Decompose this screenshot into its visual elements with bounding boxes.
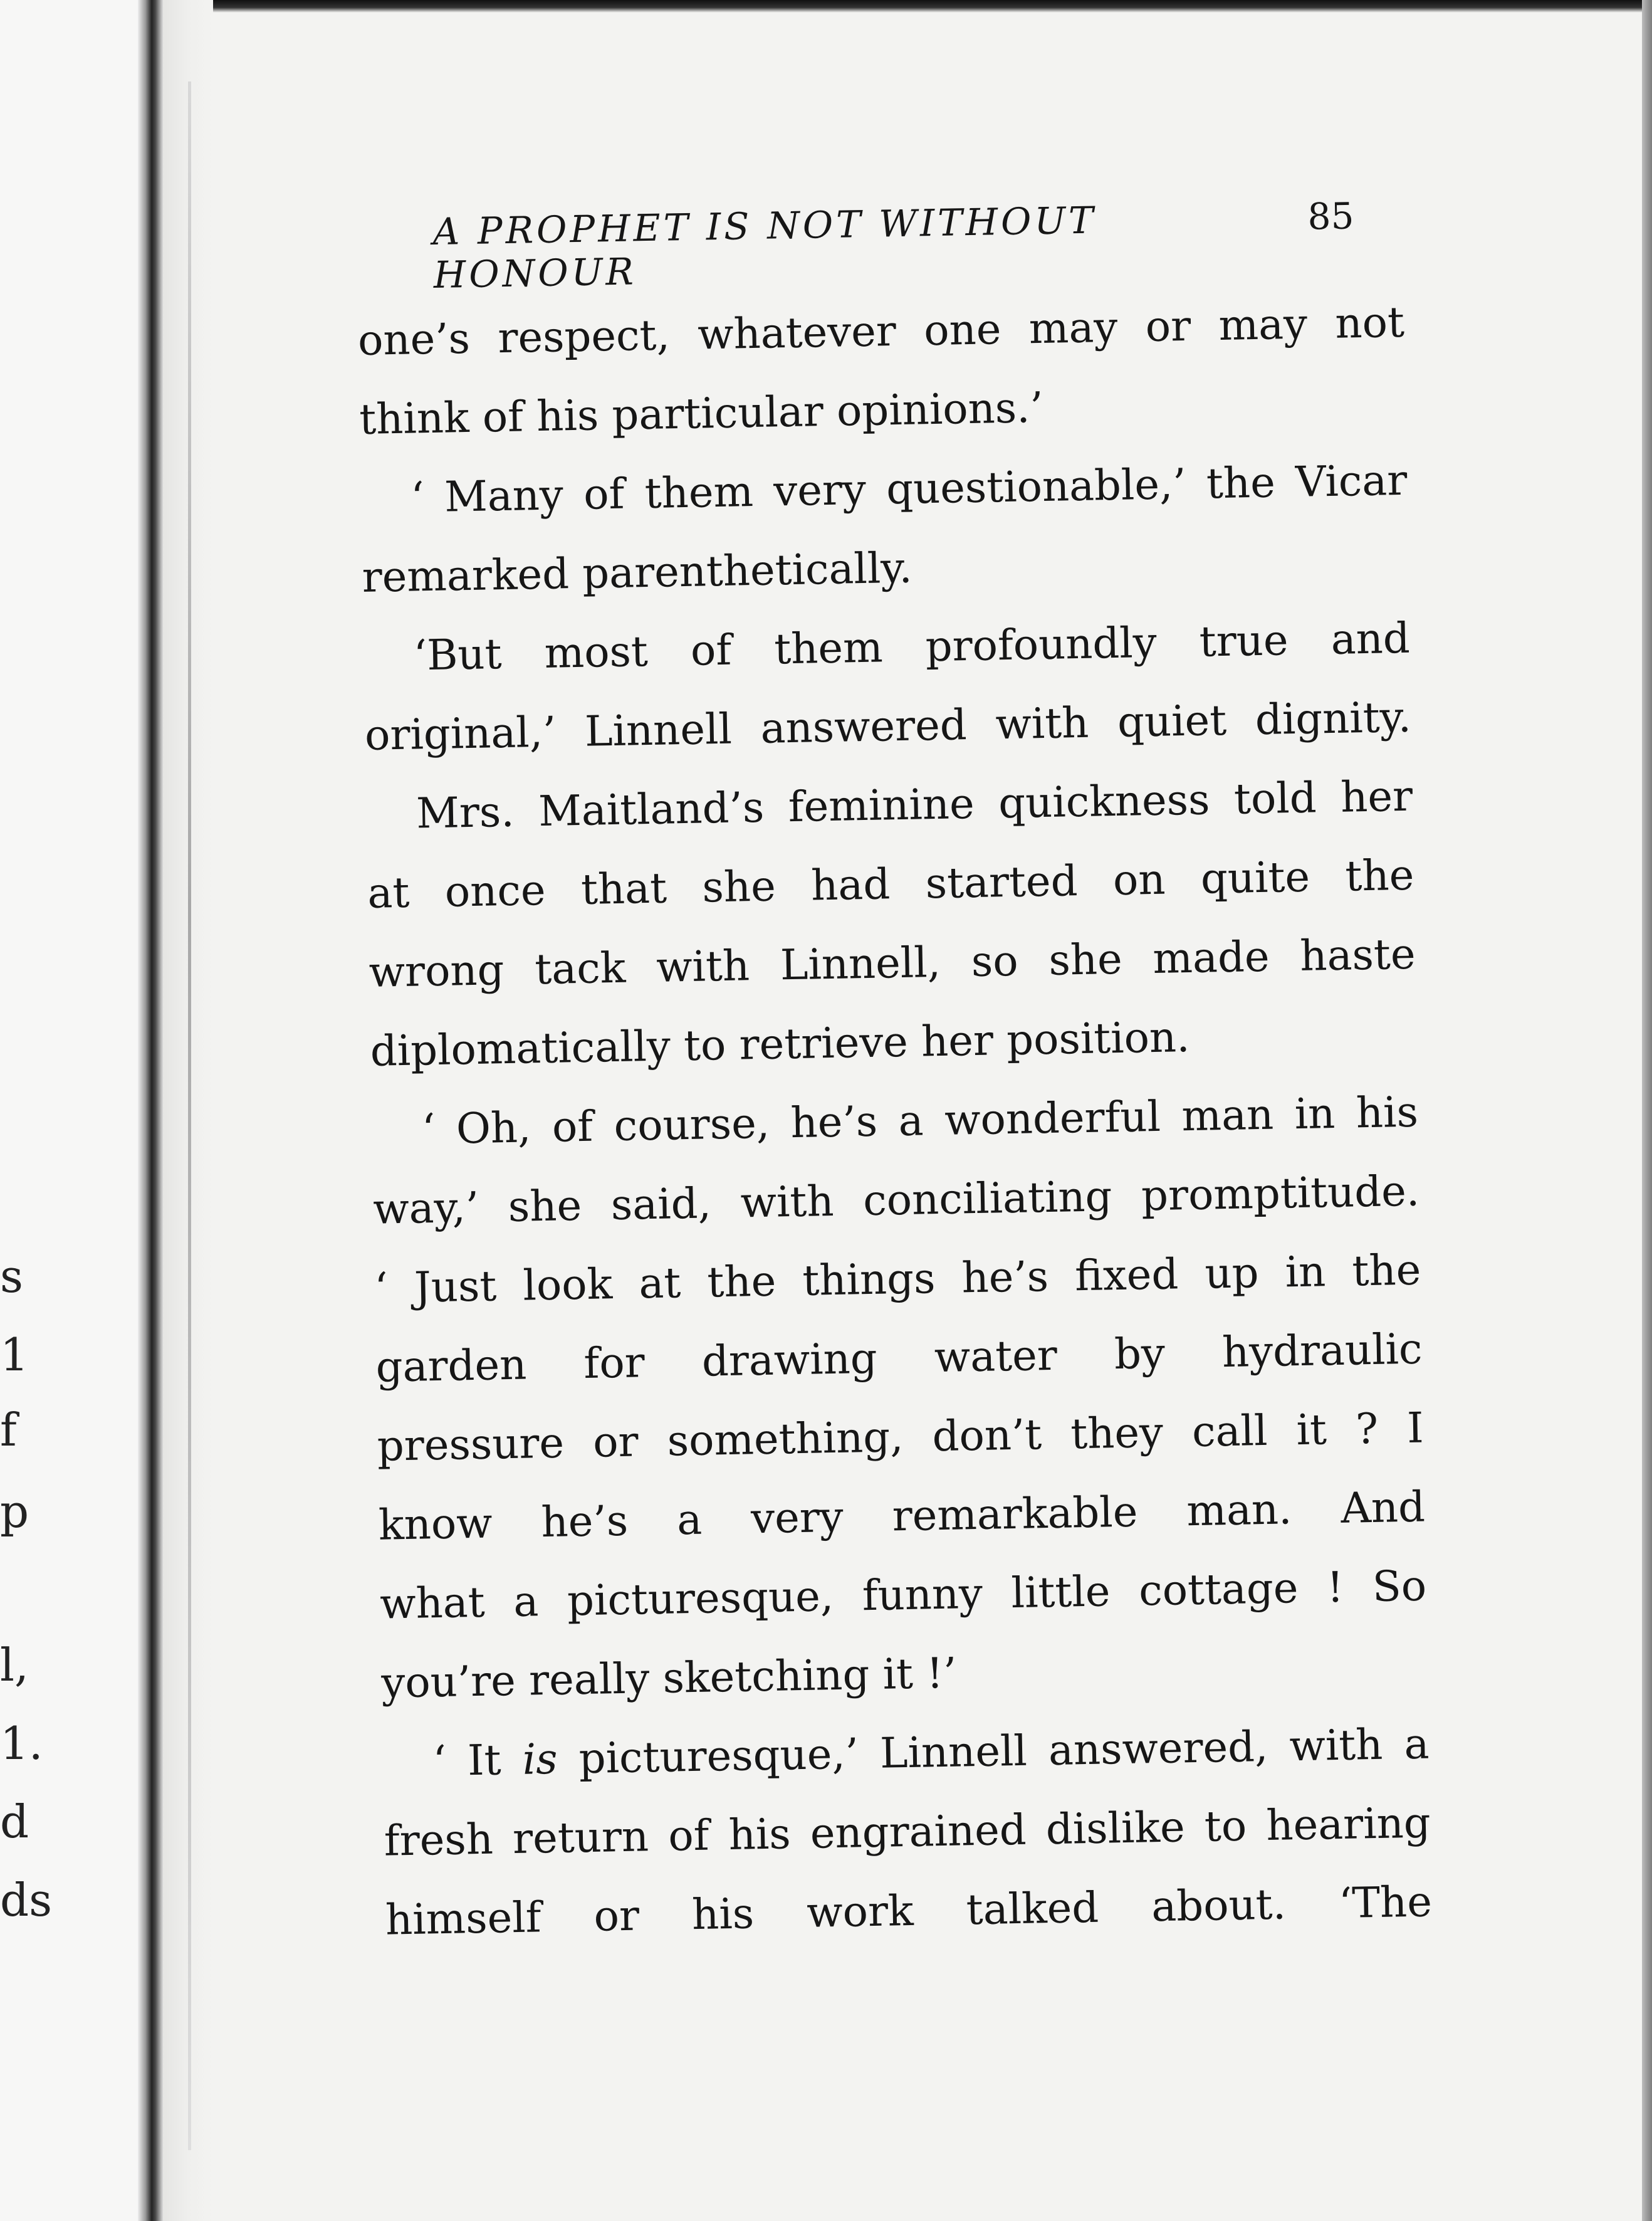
text-line: remarked parenthetically. xyxy=(362,543,913,602)
text-segment: ‘ It xyxy=(432,1735,523,1786)
text-line: think of his particular opinions.’ xyxy=(358,382,1044,444)
text-line: way,’ she said, with conciliating promptitude. xyxy=(372,1166,1420,1234)
left-page-fragment: 1 xyxy=(0,1328,29,1381)
running-head xyxy=(432,194,1355,297)
left-page-fragment: f xyxy=(0,1404,17,1456)
text-line: diplomatically to retrieve her position. xyxy=(370,1012,1191,1076)
left-page-fragment: p xyxy=(0,1485,29,1538)
text-line: what a picturesque, funny little cottage ! So xyxy=(379,1561,1427,1629)
text-line: know he’s a very remarkable man. And xyxy=(378,1482,1426,1550)
scan-top-shadow xyxy=(0,0,1652,13)
text-line: at once that she had started on quite the xyxy=(367,850,1414,918)
left-page-fragment: l, xyxy=(0,1639,29,1691)
scan-right-edge xyxy=(1642,0,1652,2221)
text-line: ‘ Many of them very questionable,’ the Vicar xyxy=(410,455,1408,522)
page-number: 85 xyxy=(1307,194,1354,238)
book-gutter-fold xyxy=(138,0,163,2221)
left-page-fragment: 1. xyxy=(0,1717,43,1770)
left-page-fragment: s xyxy=(0,1250,23,1303)
text-line: you’re really sketching it !’ xyxy=(380,1648,958,1708)
text-line: ‘ Just look at the things he’s fixed up in the xyxy=(374,1245,1421,1313)
text-line: wrong tack with Linnell, so she made haste xyxy=(369,929,1416,997)
text-line: himself or his work talked about. ‘The xyxy=(385,1877,1433,1945)
gutter-crease-line xyxy=(188,81,191,2150)
text-line: ‘But most of them profoundly true and xyxy=(413,613,1411,680)
text-segment: picturesque,’ Linnell answered, with a xyxy=(557,1719,1430,1783)
running-head-title: A PROPHET IS NOT WITHOUT HONOUR xyxy=(432,198,1097,297)
text-line: garden for drawing water by hydraulic xyxy=(375,1324,1423,1392)
text-line: ‘ Oh, of course, he’s a wonderful man in his xyxy=(421,1087,1419,1154)
text-line: fresh return of his engrained dislike to hearing xyxy=(384,1798,1431,1866)
text-line: pressure or something, don’t they call it ? I xyxy=(377,1403,1425,1471)
left-page-fragment: ds xyxy=(0,1874,53,1926)
text-line: original,’ Linnell answered with quiet dignity. xyxy=(364,692,1412,760)
italic-emphasis: is xyxy=(522,1734,558,1784)
body-text xyxy=(357,283,1433,1960)
left-page-edge xyxy=(0,0,138,2221)
left-page-fragment: d xyxy=(0,1795,29,1848)
text-line: Mrs. Maitland’s feminine quickness told her xyxy=(416,771,1413,838)
text-line: one’s respect, whatever one may or may not xyxy=(357,297,1405,365)
